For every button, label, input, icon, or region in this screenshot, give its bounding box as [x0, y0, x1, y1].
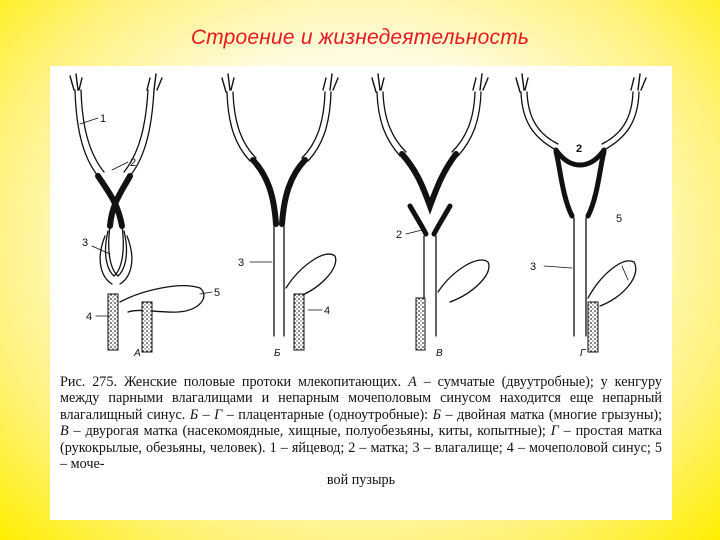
figure-caption: [60, 374, 662, 489]
panel-v-drawing: [372, 74, 489, 350]
figure-panel: [50, 66, 672, 520]
panel-label-a: А: [134, 348, 141, 359]
part-number-3-b: 3: [238, 257, 245, 269]
part-number-2-v: 2: [396, 229, 403, 241]
part-number-3-g: 3: [530, 261, 537, 273]
panel-b-drawing: [222, 74, 338, 350]
panel-label-g: Г: [580, 348, 586, 359]
panel-g-drawing: [516, 74, 646, 352]
caption-text-bg: – плацентарные (одноутробные):: [226, 406, 429, 423]
panel-label-v: В: [436, 348, 443, 359]
panel-label-b: Б: [274, 348, 281, 359]
caption-key-a: А: [408, 374, 417, 390]
caption-key-v: В: [60, 423, 69, 440]
part-number-4-a: 4: [86, 311, 93, 323]
caption-tail: вой пузырь: [326, 472, 396, 489]
part-number-5-g: 5: [616, 213, 623, 225]
part-number-4-b: 4: [324, 305, 331, 317]
part-number-5-a: 5: [214, 287, 221, 299]
caption-key-b: Б: [432, 406, 441, 423]
reproductive-ducts-diagram: [50, 66, 672, 376]
part-number-3-a: 3: [82, 237, 89, 249]
part-number-2-a: 2: [130, 157, 137, 169]
figure-number: Рис. 275.: [60, 374, 118, 390]
part-number-2-g: 2: [576, 143, 583, 155]
caption-text-g: – простая матка (рукокрылые, обезьяны, человек). 1 – яйцевод; 2 – матка; 3 – влагалище; 4 – мочеполовой синус; 5 – моче-: [60, 423, 663, 473]
slide-title: Строение и жизнедеятельность: [190, 26, 530, 49]
caption-text-b: – двойная матка (многие грызуны);: [445, 406, 663, 423]
caption-key-bg: Б – Г: [189, 406, 223, 423]
caption-key-g: Г: [550, 423, 559, 440]
caption-intro: Женские половые протоки млекопитающих.: [123, 374, 402, 390]
part-number-1: 1: [100, 113, 107, 125]
caption-text-a: – сумчатые (двуутробные); у кенгуру между парными влагалищами и непарным мочеполовым синусом находится еще непарный влагалищный синус.: [60, 374, 662, 423]
caption-text-v: – двурогая матка (насекомоядные, хищные, полуобезьяны, киты, копытные);: [73, 423, 546, 440]
